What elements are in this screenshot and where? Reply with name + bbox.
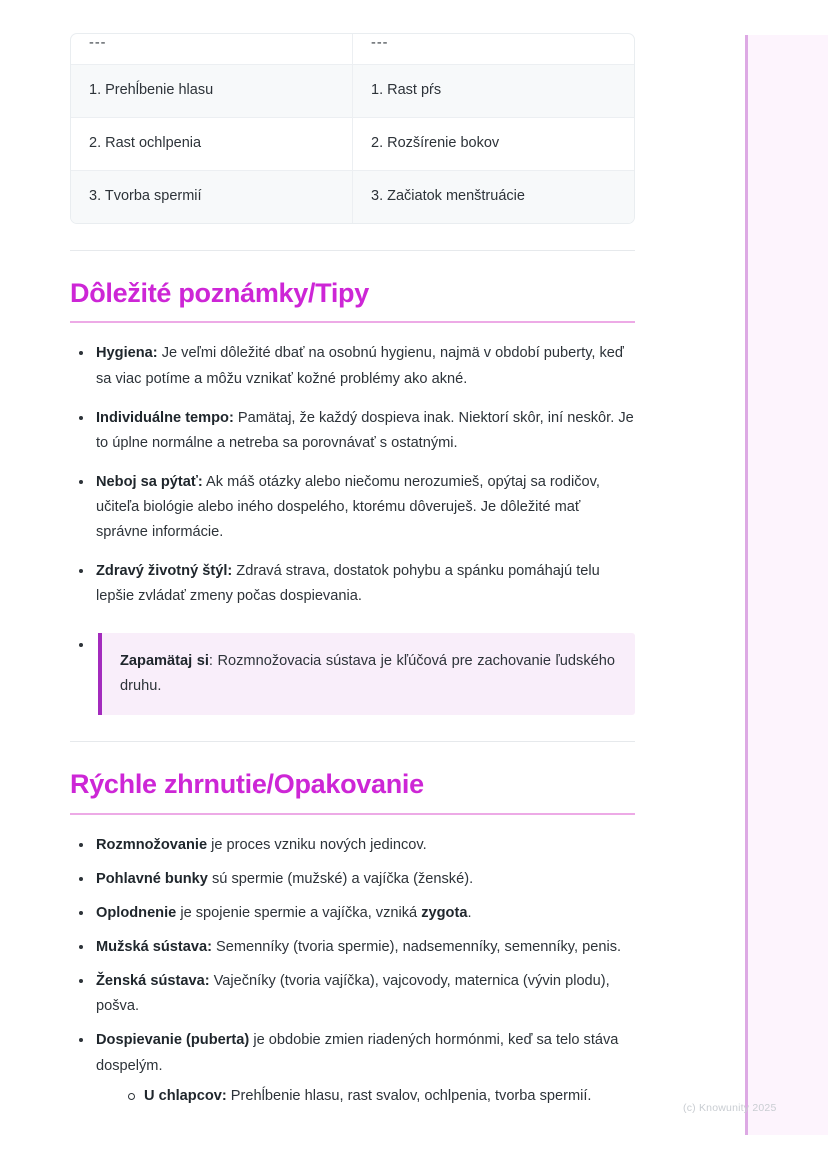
section-divider: [70, 250, 635, 251]
list-item-lead: Dospievanie (puberta): [96, 1032, 250, 1049]
sub-list-item: [122, 1084, 635, 1109]
list-item-lead: Neboj sa pýtať:: [96, 473, 203, 490]
table-cell: ---: [71, 34, 353, 64]
list-item-lead: Zdravý životný štýl:: [96, 563, 233, 580]
list-item: [70, 406, 635, 456]
section-heading: Rýchle zhrnutie/Opakovanie: [70, 769, 424, 800]
bullet-list: [70, 341, 635, 715]
table: [71, 34, 634, 223]
list-item-tail: .: [467, 905, 472, 922]
heading-underline: [70, 321, 635, 323]
section-heading: Dôležité poznámky/Tipy: [70, 278, 369, 309]
list-item: [70, 969, 635, 1019]
table-row: [71, 170, 634, 223]
list-item: [70, 1028, 635, 1108]
table-cell: 2. Rast ochlpenia: [71, 117, 353, 170]
puberty-changes-table: [70, 33, 635, 224]
list-item-text: sú spermie (mužské) a vajíčka (ženské).: [207, 870, 474, 887]
list-item-text: je spojenie spermie a vajíčka, vzniká: [176, 905, 422, 922]
list-item: [70, 559, 635, 609]
table-cell: 1. Prehĺbenie hlasu: [71, 64, 353, 117]
list-item-text: je obdobie zmien riadených hormónmi, keď sa telo stáva dospelým.: [96, 1032, 619, 1074]
list-item-lead: Individuálne tempo:: [96, 409, 234, 426]
list-item-lead: Hygiena:: [96, 345, 158, 362]
list-item-text: Je veľmi dôležité dbať na osobnú hygienu, najmä v období puberty, keď sa viac potíme a môžu vznikať kožné problémy ako akné.: [96, 345, 624, 387]
watermark-copyright: (c) Knowunity 2025: [683, 1102, 777, 1114]
sub-list-item-text: Prehĺbenie hlasu, rast svalov, ochlpenia, tvorba spermií.: [226, 1087, 592, 1104]
callout-text: : Rozmnožovacia sústava je kľúčová pre zachovanie ľudského druhu.: [120, 653, 615, 695]
sub-list-item-lead: U chlapcov:: [144, 1087, 227, 1104]
section-divider: [70, 741, 635, 742]
list-item: [70, 935, 635, 960]
list-item: [70, 833, 635, 858]
sub-bullet-list: [96, 1084, 635, 1109]
list-item-emphasis: zygota: [421, 905, 468, 922]
list-item-lead: Rozmnožovanie: [96, 836, 208, 853]
table-cell: 1. Rast pŕs: [353, 64, 635, 117]
list-item: [70, 867, 635, 892]
callout-lead: Zapamätaj si: [120, 653, 209, 670]
list-item-text: Pamätaj, že každý dospieva inak. Niektorí skôr, iní neskôr. Je to úplne normálne a netreba sa porovnávať s ostatnými.: [96, 409, 634, 451]
table-cell: 2. Rozšírenie bokov: [353, 117, 635, 170]
table-cell: 3. Tvorba spermií: [71, 170, 353, 223]
document-content: [70, 0, 635, 1117]
list-item-text: Semenníky (tvoria spermie), nadsemenníky, semenníky, penis.: [212, 939, 622, 956]
list-item-text: Zdravá strava, dostatok pohybu a spánku pomáhajú telu lepšie zvládať zmeny počas dospievania.: [96, 563, 600, 605]
list-item: [70, 901, 635, 926]
table-row: [71, 64, 634, 117]
right-decorative-panel: [745, 35, 828, 1135]
callout-list-item: [70, 633, 635, 715]
list-item-lead: Pohlavné bunky: [96, 870, 208, 887]
list-item: [70, 341, 635, 391]
list-item-text: je proces vzniku nových jedincov.: [207, 836, 427, 853]
list-item-lead: Mužská sústava:: [96, 939, 212, 956]
remember-callout: [98, 633, 635, 715]
bullet-list: [70, 833, 635, 1109]
list-item-text: Ak máš otázky alebo niečomu nerozumieš, opýtaj sa rodičov, učiteľa biológie alebo iného dospelého, ktorému dôveruješ. Je dôležité mať správne informácie.: [96, 473, 600, 541]
table-cell: ---: [353, 34, 635, 64]
list-item: [70, 470, 635, 545]
table-cell: 3. Začiatok menštruácie: [353, 170, 635, 223]
list-item-text: Vaječníky (tvoria vajíčka), vajcovody, maternica (vývin plodu), pošva.: [96, 973, 610, 1015]
table-row: [71, 34, 634, 64]
list-item-lead: Oplodnenie: [96, 905, 177, 922]
heading-underline: [70, 813, 635, 815]
list-item-lead: Ženská sústava:: [96, 973, 210, 990]
table-row: [71, 117, 634, 170]
